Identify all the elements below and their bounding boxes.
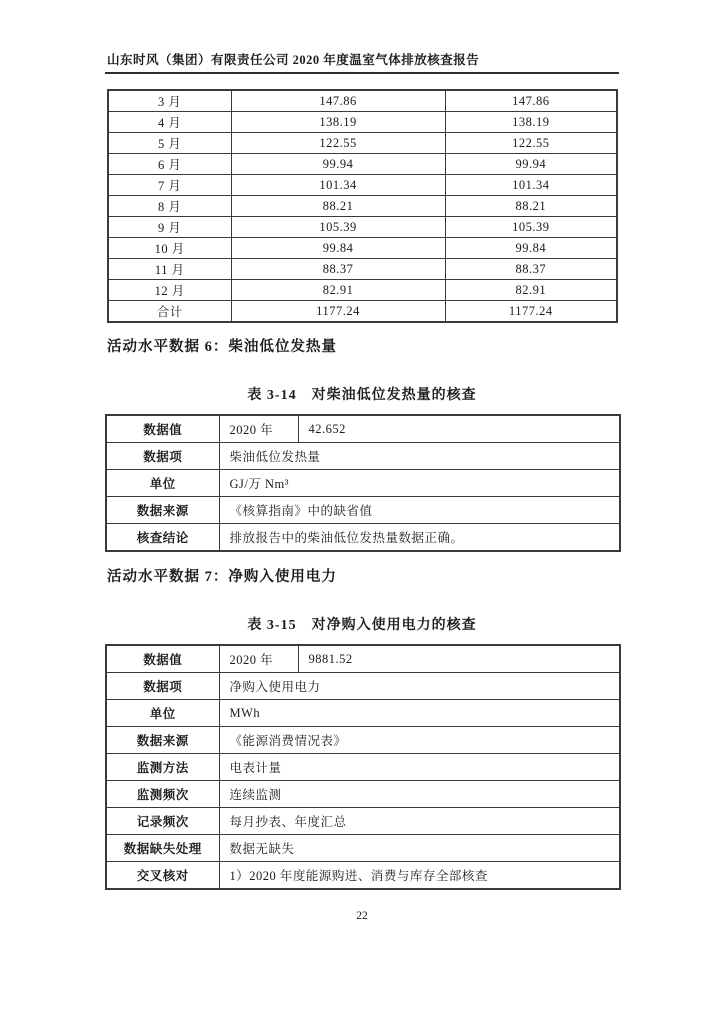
table-row <box>106 754 620 781</box>
section-6-heading: 活动水平数据 6：柴油低位发热量 <box>107 339 337 355</box>
table-row <box>108 112 617 133</box>
year-cell: 2020 年 <box>219 645 298 673</box>
table-row <box>106 727 620 754</box>
row-value-cell: 《核算指南》中的缺省值 <box>219 497 620 524</box>
table-row <box>108 90 617 112</box>
month-cell: 3 月 <box>108 90 231 112</box>
report-value-cell: 122.55 <box>231 133 445 154</box>
row-label-cell: 数据值 <box>106 415 219 443</box>
table-row <box>106 497 620 524</box>
data-value-cell: 42.652 <box>298 415 620 443</box>
table-row <box>108 217 617 238</box>
verified-value-cell: 138.19 <box>445 112 617 133</box>
month-cell: 11 月 <box>108 259 231 280</box>
row-value-cell: 数据无缺失 <box>219 835 620 862</box>
table-row <box>108 280 617 301</box>
monthly-data-table <box>107 89 618 323</box>
verified-value-cell: 105.39 <box>445 217 617 238</box>
verified-value-cell: 99.84 <box>445 238 617 259</box>
row-label-cell: 数据来源 <box>106 727 219 754</box>
report-value-cell: 101.34 <box>231 175 445 196</box>
report-value-cell: 88.21 <box>231 196 445 217</box>
verified-value-cell: 88.21 <box>445 196 617 217</box>
row-value-cell: 连续监测 <box>219 781 620 808</box>
page-content <box>105 50 619 890</box>
table-row <box>106 808 620 835</box>
table-row <box>106 415 620 443</box>
table-row <box>106 862 620 890</box>
report-value-cell: 88.37 <box>231 259 445 280</box>
verified-value-cell: 82.91 <box>445 280 617 301</box>
total-label-cell: 合计 <box>108 301 231 323</box>
page-number: 22 <box>356 910 368 922</box>
row-label-cell: 记录频次 <box>106 808 219 835</box>
section-7-heading: 活动水平数据 7：净购入使用电力 <box>107 569 337 585</box>
row-value-cell: 电表计量 <box>219 754 620 781</box>
year-cell: 2020 年 <box>219 415 298 443</box>
table-row <box>108 175 617 196</box>
verified-value-cell: 122.55 <box>445 133 617 154</box>
table-row <box>106 443 620 470</box>
month-cell: 5 月 <box>108 133 231 154</box>
report-value-cell: 138.19 <box>231 112 445 133</box>
row-value-cell: GJ/万 Nm³ <box>219 470 620 497</box>
row-value-cell: 柴油低位发热量 <box>219 443 620 470</box>
row-value-cell: 《能源消费情况表》 <box>219 727 620 754</box>
table-3-15-title: 表 3-15 对净购入使用电力的核查 <box>247 618 477 633</box>
row-label-cell: 数据值 <box>106 645 219 673</box>
table-row <box>108 259 617 280</box>
table-3-14-title: 表 3-14 对柴油低位发热量的核查 <box>247 388 477 403</box>
table-row <box>106 835 620 862</box>
report-value-cell: 82.91 <box>231 280 445 301</box>
table-row <box>106 645 620 673</box>
table-3-14 <box>105 414 621 552</box>
month-cell: 7 月 <box>108 175 231 196</box>
table-row <box>108 238 617 259</box>
report-value-cell: 147.86 <box>231 90 445 112</box>
report-value-cell: 99.94 <box>231 154 445 175</box>
row-label-cell: 数据项 <box>106 443 219 470</box>
row-label-cell: 监测方法 <box>106 754 219 781</box>
row-label-cell: 监测频次 <box>106 781 219 808</box>
table-row <box>106 524 620 552</box>
table-row <box>106 673 620 700</box>
row-label-cell: 数据缺失处理 <box>106 835 219 862</box>
verified-value-cell: 1177.24 <box>445 301 617 323</box>
row-label-cell: 数据项 <box>106 673 219 700</box>
table-row <box>106 470 620 497</box>
verified-value-cell: 88.37 <box>445 259 617 280</box>
row-value-cell: 每月抄表、年度汇总 <box>219 808 620 835</box>
document-header: 山东时风（集团）有限责任公司 2020 年度温室气体排放核查报告 <box>105 50 619 74</box>
report-value-cell: 1177.24 <box>231 301 445 323</box>
data-value-cell: 9881.52 <box>298 645 620 673</box>
verified-value-cell: 101.34 <box>445 175 617 196</box>
month-cell: 10 月 <box>108 238 231 259</box>
table-row <box>106 700 620 727</box>
row-label-cell: 交叉核对 <box>106 862 219 890</box>
month-cell: 4 月 <box>108 112 231 133</box>
row-label-cell: 数据来源 <box>106 497 219 524</box>
row-value-cell: 净购入使用电力 <box>219 673 620 700</box>
table-row-total <box>108 301 617 323</box>
row-label-cell: 单位 <box>106 470 219 497</box>
report-value-cell: 99.84 <box>231 238 445 259</box>
report-value-cell: 105.39 <box>231 217 445 238</box>
verified-value-cell: 99.94 <box>445 154 617 175</box>
table-3-15 <box>105 644 621 890</box>
table-row <box>108 196 617 217</box>
month-cell: 12 月 <box>108 280 231 301</box>
table-row <box>108 154 617 175</box>
row-value-cell: MWh <box>219 700 620 727</box>
row-label-cell: 核查结论 <box>106 524 219 552</box>
row-value-cell: 1）2020 年度能源购进、消费与库存全部核查 <box>219 862 620 890</box>
table-row <box>106 781 620 808</box>
table-row <box>108 133 617 154</box>
verified-value-cell: 147.86 <box>445 90 617 112</box>
month-cell: 8 月 <box>108 196 231 217</box>
row-label-cell: 单位 <box>106 700 219 727</box>
row-value-cell: 排放报告中的柴油低位发热量数据正确。 <box>219 524 620 552</box>
month-cell: 6 月 <box>108 154 231 175</box>
month-cell: 9 月 <box>108 217 231 238</box>
